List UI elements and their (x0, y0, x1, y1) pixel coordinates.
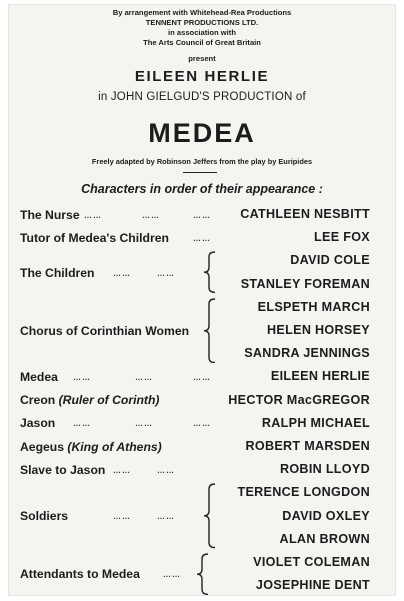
role-name: Medea (20, 370, 58, 384)
leader-dots: …… (84, 210, 102, 220)
leader-dots: …… (135, 373, 153, 382)
actor-name: ALAN BROWN (279, 531, 370, 546)
characters-heading: Characters in order of their appearance : (81, 182, 323, 196)
leader-dots: …… (157, 268, 175, 278)
actor-name: HECTOR MacGREGOR (228, 392, 370, 407)
actor-name: STANLEY FOREMAN (240, 276, 370, 291)
leader-dots: …… (135, 419, 153, 429)
cast-role (20, 320, 189, 342)
actor-name: ROBERT MARSDEN (245, 439, 370, 453)
actor-name: TERENCE LONGDON (237, 485, 370, 500)
cast-role (20, 459, 105, 481)
role-name: Slave to Jason (20, 462, 106, 477)
leader-dots: …… (142, 210, 160, 220)
actor-name: SANDRA JENNINGS (244, 346, 370, 361)
leader-dots: …… (193, 373, 211, 382)
leader-dots: …… (193, 419, 211, 429)
cast-role (20, 262, 94, 284)
leader-dots: …… (157, 465, 175, 475)
leader-dots: …… (113, 268, 131, 278)
leader-dots: …… (113, 512, 131, 522)
cast-role (20, 563, 140, 585)
leader-dots: …… (73, 419, 91, 429)
actor-name: LEE FOX (314, 230, 370, 245)
role-name: The Nurse (20, 207, 80, 222)
leader-dots: …… (73, 373, 91, 382)
star-name: EILEEN HERLIE (134, 68, 270, 85)
actor-name: HELEN HORSEY (267, 323, 370, 337)
actor-name: ELSPETH MARCH (257, 299, 370, 314)
actor-name: DAVID COLE (290, 253, 370, 268)
leader-dots: …… (193, 210, 211, 220)
role-name: Attendants to Medea (20, 567, 140, 582)
leader-dots: …… (163, 570, 181, 580)
role-name: Chorus of Corinthian Women (20, 323, 190, 338)
role-note: (Ruler of Corinth) (58, 393, 160, 408)
curly-brace (203, 483, 217, 549)
actor-name: JOSEPHINE DENT (255, 578, 370, 593)
curly-brace (196, 553, 210, 595)
cast-role (20, 366, 58, 388)
curly-brace (203, 298, 217, 364)
role-name: Creon (20, 393, 56, 408)
role-name: The Children (20, 265, 95, 280)
actor-name: DAVID OXLEY (282, 508, 370, 523)
company-name: TENNENT PRODUCTIONS LTD. (145, 18, 259, 27)
present-line: present (188, 54, 216, 63)
actor-name: RALPH MICHAEL (261, 415, 370, 430)
leader-dots: …… (113, 465, 131, 475)
cast-role (20, 227, 169, 249)
role-note: (King of Athens) (67, 439, 162, 454)
role-name: Soldiers (20, 509, 69, 524)
role-name: Jason (20, 416, 56, 431)
cast-role (20, 436, 162, 458)
actor-name: VIOLET COLEMAN (253, 555, 370, 569)
cast-role (20, 412, 55, 434)
play-title: MEDEA (148, 118, 256, 148)
role-name: Aegeus (20, 439, 65, 454)
cast-role (20, 389, 159, 411)
divider-rule (183, 172, 217, 173)
actor-name: ROBIN LLOYD (279, 462, 370, 477)
curly-brace (203, 251, 217, 293)
cast-role (20, 505, 68, 527)
cast-role (20, 204, 80, 226)
leader-dots: …… (193, 233, 211, 243)
association-line: in association with (168, 28, 236, 37)
council-name: The Arts Council of Great Britain (143, 38, 261, 47)
actor-name: CATHLEEN NESBITT (240, 207, 370, 221)
role-name: Tutor of Medea's Children (20, 230, 169, 245)
adaptation-line: Freely adapted by Robinson Jeffers from the play by Euripides (91, 157, 313, 166)
production-line: in JOHN GIELGUD'S PRODUCTION of (98, 91, 306, 103)
leader-dots: …… (157, 512, 175, 522)
actor-name: EILEEN HERLIE (270, 369, 370, 384)
arrangement-line: By arrangement with Whitehead-Rea Productions (112, 8, 292, 17)
